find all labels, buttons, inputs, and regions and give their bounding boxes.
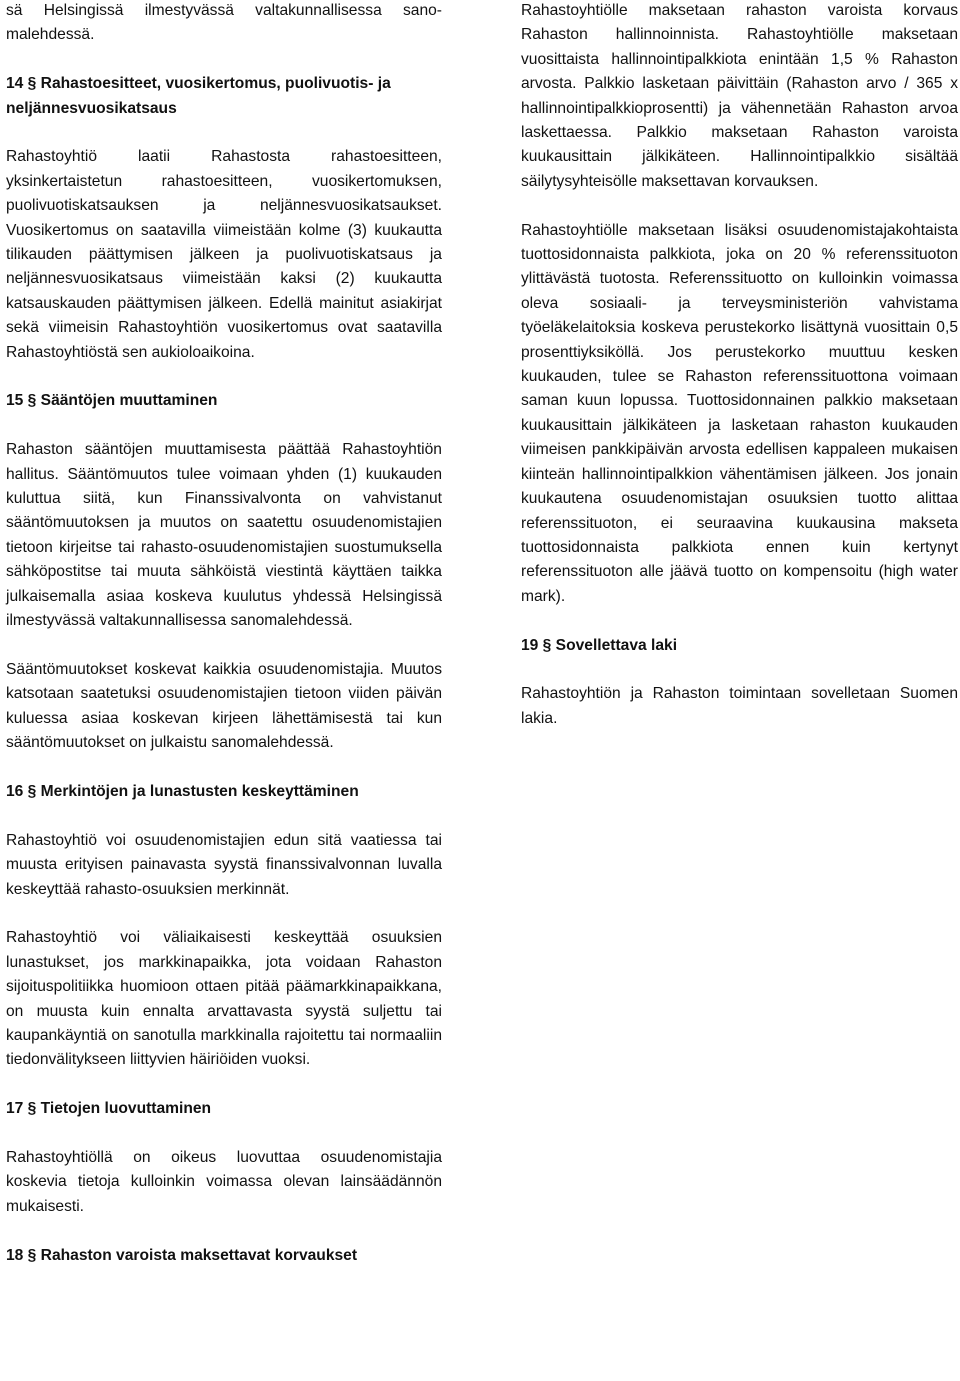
section-16-paragraph-2: Rahastoyhtiö voi väliaikaisesti keskeyttää osuuksien lunastukset, jos markkinapaikka, jota voidaan Rahaston sijoituspolitiikka huomioon ottaen pitää päämarkkinapaikkana, on muusta kuin ennalta arvattavasta syystä suljettu tai kaupankäyntiä on sanotulla markkinalla rajoitettu tai normaaliin tiedonvälitykseen liittyvien häiriöiden vuoksi. — [6, 929, 442, 1069]
section-19-heading: 19 § Sovellettava laki — [521, 636, 678, 654]
section-17-heading: 17 § Tietojen luovuttaminen — [6, 1100, 212, 1118]
section-14-paragraph: Rahastoyhtiö laatii Rahastosta rahastoesitteen, yksinkertaistetun rahastoesitteen, vuosikertomuksen, puolivuotiskatsauksen ja neljännesvuosikatsaukset. Vuosikertomus on saatavilla viimeistään kolme (3) kuukautta tilikauden päättymisen jälkeen ja puolivuotiskatsaus ja neljännesvuosikatsaus viimeistään kaksi (2) kuukautta katsauskauden päättymisen jälkeen. Edellä mainitut asiakirjat sekä viimeisin Rahastoyhtiön vuosikertomus ovat saatavilla Rahastoyhtiöstä sen aukioloaikoina. — [6, 148, 442, 361]
left-column — [6, 0, 442, 1268]
section-15-paragraph-2: Sääntömuutokset koskevat kaikkia osuudenomistajia. Muutos katsotaan saatetuksi osuudenomistajien tietoon viiden päivän kuluessa asiaa koskevan kirjeen lähettämisestä tai kun sääntömuutokset on julkaistu sanomalehdessä. — [6, 660, 442, 752]
section-16-paragraph-1: Rahastoyhtiö voi osuudenomistajien edun sitä vaatiessa tai muusta erityisen painavasta syystä finanssivalvonnan luvalla keskeyttää rahasto-osuuksien merkinnät. — [6, 831, 442, 898]
fees-paragraph-1: Rahastoyhtiölle maksetaan rahaston varoista korvaus Rahaston hallinnoinnista. Rahastoyhtiölle maksetaan vuosittaista hallinnointipalkkiota enintään 1,5 % Rahaston arvosta. Palkkio lasketaan päivittäin (Rahaston arvo / 365 x hallinnointipalkkioprosentti) ja vähennetään Rahaston arvoa laskettaessa. Palkkio maksetaan Rahaston varoista kuukausittain jälkikäteen. Hallinnointipalkkio sisältää säilytysyhteisölle maksettavan korvauksen. — [521, 2, 958, 190]
right-column — [521, 0, 958, 731]
section-17-paragraph: Rahastoyhtiöllä on oikeus luovuttaa osuudenomistajia koskevia tietoja kulloinkin voimassa olevan lainsäädännön mukaisesti. — [6, 1148, 442, 1215]
fees-paragraph-2: Rahastoyhtiölle maksetaan lisäksi osuudenomistajakohtaista tuottosidonnaista palkkiota, joka on 20 % referenssituoton ylittävästä tuotosta. Referenssituotto on kulloinkin voimassa oleva sosiaali- ja terveysministeriön vahvistama työeläkelaitoksia koskeva perustekorko lisättynä vuosittain 0,5 prosenttiyksiköllä. Jos perustekorko muuttuu kesken kuukauden, tulee se Rahaston referenssituottona voimaan saman kuun lopussa. Tuottosidonnainen palkkio maksetaan kuukausittain jälkikäteen ja lasketaan rahaston kuukauden viimeisen pankkipäivän arvosta edellisen kappaleen mukaisen kiinteän hallinnointipalkkion vähentämisen jälkeen. Jos jonain kuukautena osuudenomistajan osuuksien tuotto alittaa referenssituoton, ei seuraavina kuukausina makseta tuottosidonnaista palkkiota ennen kuin kertynyt referenssituoton alle jäävä tuotto on kompensoitu (high water mark). — [521, 221, 958, 605]
section-19-paragraph: Rahastoyhtiön ja Rahaston toimintaan sovelletaan Suomen lakia. — [521, 685, 958, 727]
section-15-heading: 15 § Sääntöjen muuttaminen — [6, 392, 218, 410]
section-18-heading: 18 § Rahaston varoista maksettavat korvaukset — [6, 1246, 358, 1264]
section-16-heading: 16 § Merkintöjen ja lunastusten keskeyttäminen — [6, 782, 359, 800]
intro-paragraph: sä Helsingissä ilmestyvässä valtakunnallisessa sano-malehdessä. — [6, 2, 442, 44]
section-14-heading: 14 § Rahastoesitteet, vuosikertomus, puolivuotis- ja neljännesvuosikatsaus — [6, 75, 391, 117]
section-15-paragraph-1: Rahaston sääntöjen muuttamisesta päättää Rahastoyhtiön hallitus. Sääntömuutos tulee voimaan yhden (1) kuukauden kuluttua siitä, kun Finanssivalvonta on vahvistanut sääntömuutoksen ja muutos on saatettu osuudenomistajien tietoon kirjeitse tai rahasto-osuudenomistajien suostumuksella sähköpostitse tai muuta sähköistä viestintä käyttäen taikka julkaisemalla asiaa koskeva kuulutus yhdessä Helsingissä ilmestyvässä valtakunnallisessa sanomalehdessä. — [6, 441, 442, 630]
